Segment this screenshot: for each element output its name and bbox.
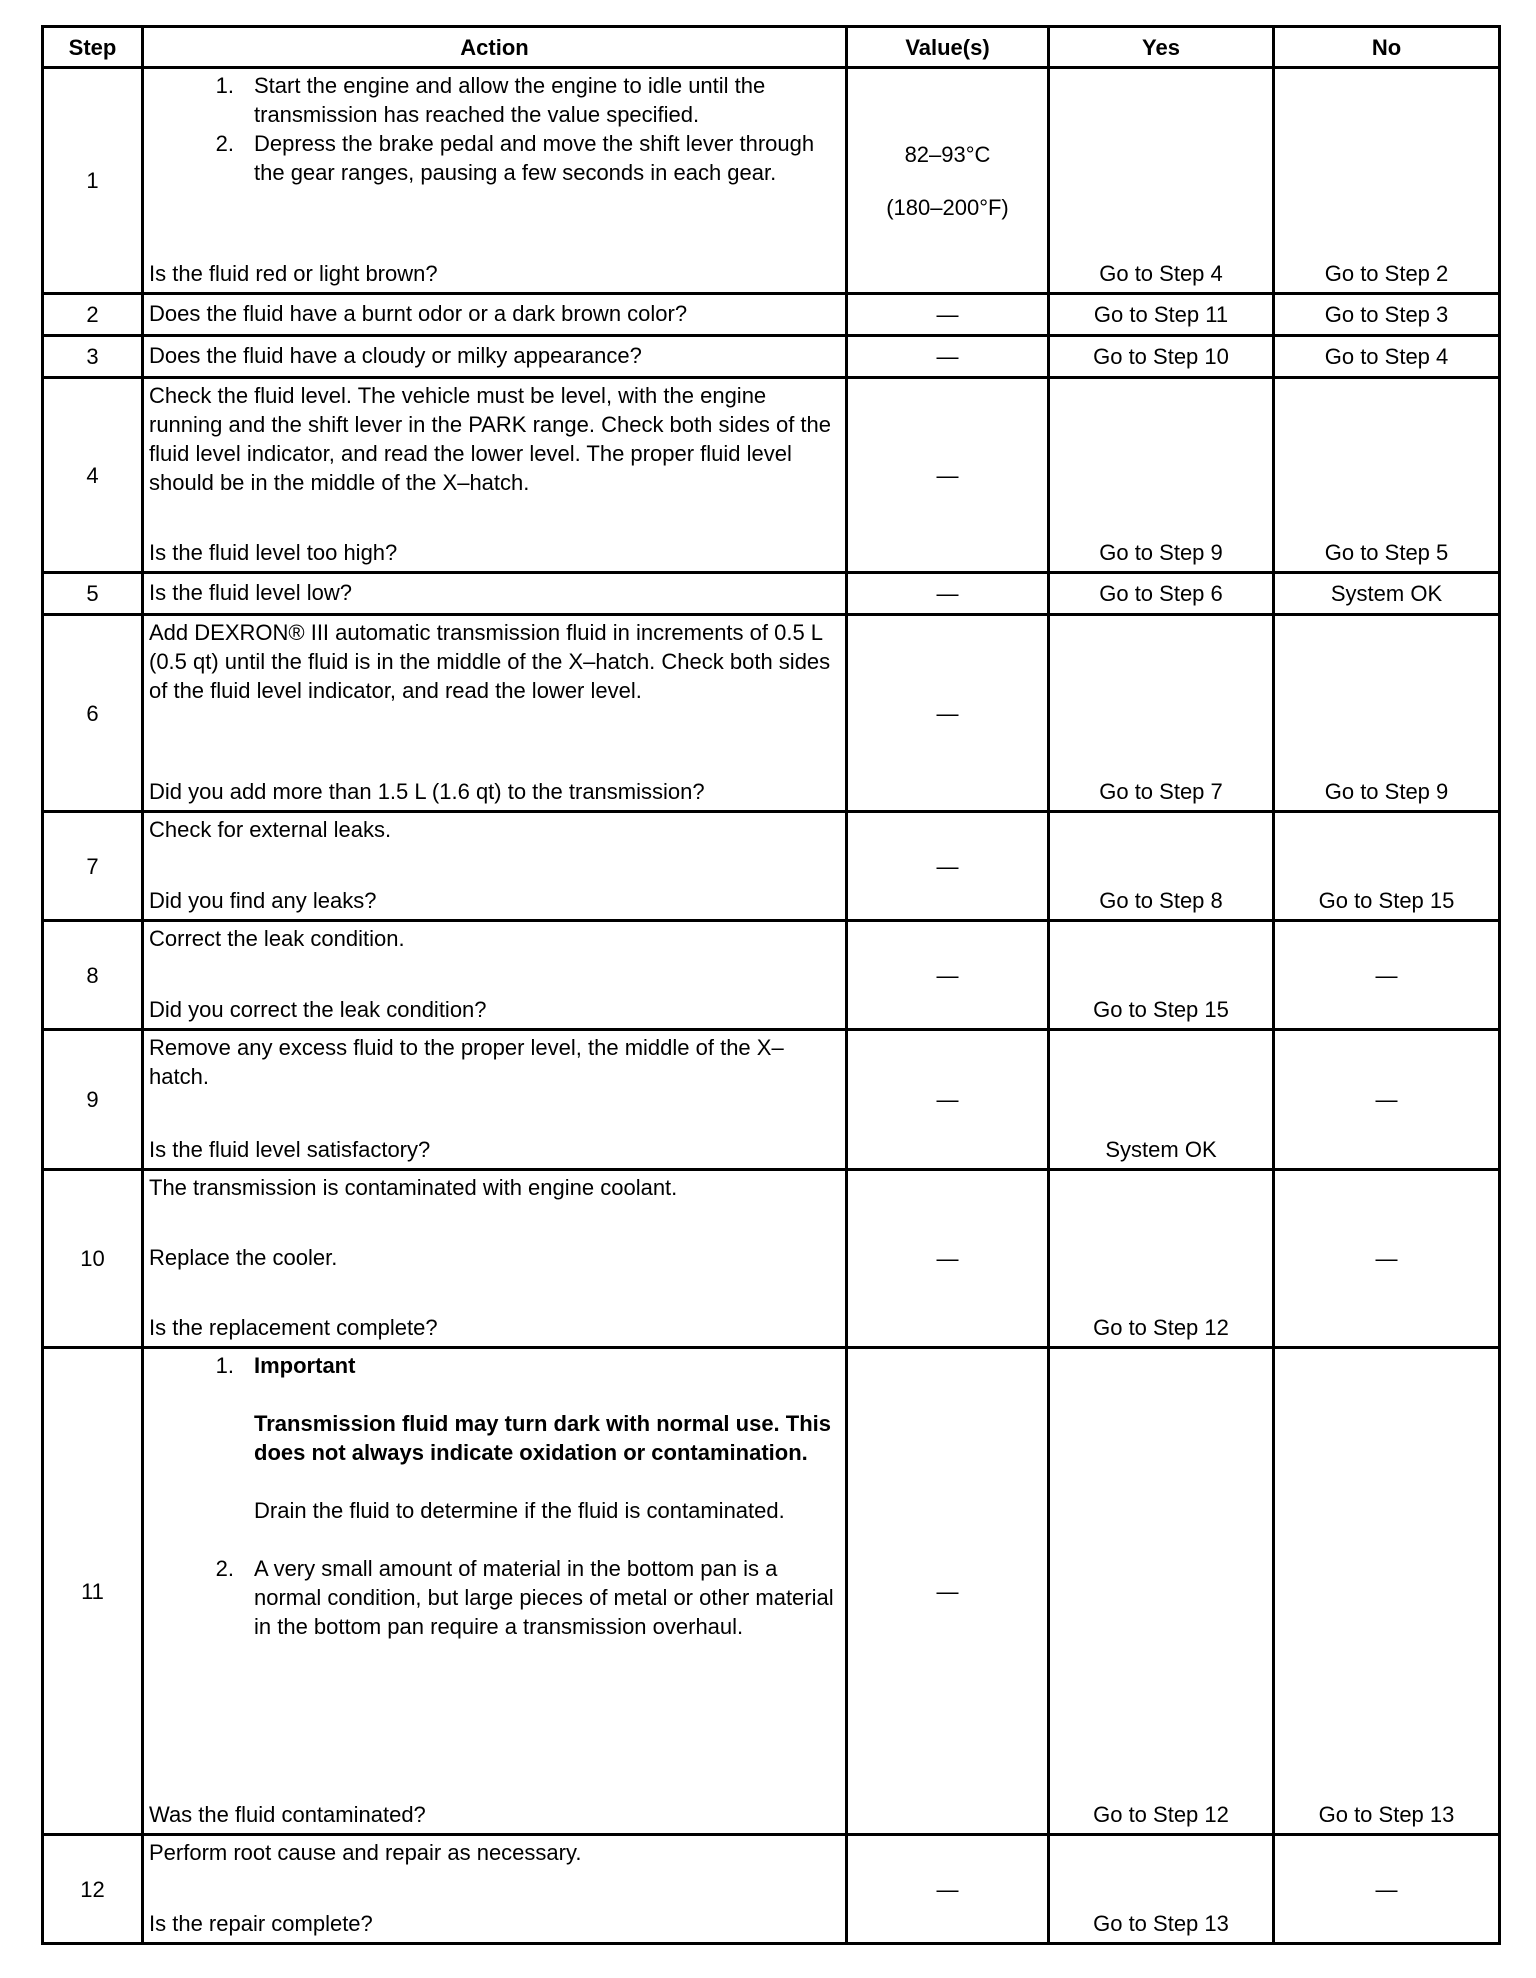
action-cell	[143, 812, 847, 921]
values-cell	[847, 378, 1049, 573]
action-cell	[143, 294, 847, 336]
action-text: Remove any excess fluid to the proper level, the middle of the X–hatch.	[149, 1035, 784, 1089]
action-question: Does the fluid have a burnt odor or a dark brown color?	[149, 301, 688, 326]
values-cell	[847, 1835, 1049, 1944]
values-cell	[847, 1030, 1049, 1170]
action-cell	[143, 1030, 847, 1170]
value-text: —	[936, 700, 959, 726]
value-text: —	[936, 462, 959, 488]
values-cell	[847, 921, 1049, 1030]
step-number: 4	[43, 378, 143, 573]
values-content	[848, 300, 1047, 329]
value-text: —	[936, 962, 959, 988]
values-content	[848, 140, 1047, 222]
value-text: —	[936, 1578, 959, 1604]
header-no: No	[1274, 27, 1500, 68]
step-number: 2	[43, 294, 143, 336]
no-cell: —	[1274, 1835, 1500, 1944]
no-cell: System OK	[1274, 573, 1500, 615]
values-content	[848, 579, 1047, 608]
action-content	[144, 1171, 845, 1346]
action-content	[144, 69, 845, 292]
value-text: (180–200°F)	[886, 194, 1009, 220]
diagnostic-table	[41, 25, 1501, 1945]
action-cell	[143, 1170, 847, 1348]
step-number: 11	[43, 1348, 143, 1835]
values-cell	[847, 812, 1049, 921]
yes-cell: Go to Step 6	[1049, 573, 1274, 615]
table-row	[43, 921, 1500, 1030]
step-number: 12	[43, 1835, 143, 1944]
step-number: 6	[43, 615, 143, 812]
action-step	[149, 71, 841, 129]
no-cell: Go to Step 13	[1274, 1348, 1500, 1835]
action-question: Is the fluid level low?	[149, 580, 352, 605]
action-content	[144, 337, 845, 376]
yes-cell: Go to Step 9	[1049, 378, 1274, 573]
action-content	[144, 616, 845, 810]
yes-cell: Go to Step 12	[1049, 1170, 1274, 1348]
action-content	[144, 379, 845, 571]
no-cell: Go to Step 5	[1274, 378, 1500, 573]
step-number: 1	[43, 68, 143, 294]
action-cell	[143, 573, 847, 615]
action-cell	[143, 378, 847, 573]
yes-cell: Go to Step 10	[1049, 336, 1274, 378]
yes-cell: Go to Step 7	[1049, 615, 1274, 812]
value-text: —	[936, 344, 959, 369]
step-item-body	[254, 1351, 841, 1525]
values-content	[848, 961, 1047, 990]
action-question: Is the replacement complete?	[149, 1315, 438, 1340]
action-question: Is the fluid level satisfactory?	[149, 1137, 431, 1162]
values-cell	[847, 1348, 1049, 1835]
values-content	[848, 342, 1047, 371]
important-note: Transmission fluid may turn dark with normal use. This does not always indicate oxidation or contamination.	[254, 1411, 832, 1465]
table-row	[43, 1030, 1500, 1170]
action-cell	[143, 1348, 847, 1835]
values-content	[848, 852, 1047, 881]
values-content	[848, 699, 1047, 728]
action-content	[144, 574, 845, 613]
step-item-number: 2.	[215, 1556, 234, 1581]
no-cell: Go to Step 15	[1274, 812, 1500, 921]
no-cell: —	[1274, 1030, 1500, 1170]
no-cell: Go to Step 4	[1274, 336, 1500, 378]
value-text: —	[936, 302, 959, 327]
step-item-text: Start the engine and allow the engine to idle until the transmission has reached the value specified.	[254, 73, 766, 127]
action-question: Did you correct the leak condition?	[149, 997, 487, 1022]
values-cell	[847, 1170, 1049, 1348]
action-question: Did you find any leaks?	[149, 888, 377, 913]
no-cell: Go to Step 2	[1274, 68, 1500, 294]
no-cell: Go to Step 3	[1274, 294, 1500, 336]
yes-cell: Go to Step 15	[1049, 921, 1274, 1030]
header-yes: Yes	[1049, 27, 1274, 68]
step-number: 10	[43, 1170, 143, 1348]
step-item-number: 1.	[215, 73, 234, 98]
yes-cell: Go to Step 12	[1049, 1348, 1274, 1835]
action-question: Is the fluid red or light brown?	[149, 261, 438, 286]
yes-cell: System OK	[1049, 1030, 1274, 1170]
yes-cell: Go to Step 8	[1049, 812, 1274, 921]
action-content	[144, 813, 845, 919]
table-row	[43, 812, 1500, 921]
table-row	[43, 1835, 1500, 1944]
value-text: —	[936, 1876, 959, 1902]
value-text: —	[936, 853, 959, 879]
step-number: 8	[43, 921, 143, 1030]
table-row	[43, 1170, 1500, 1348]
action-text: Add DEXRON® III automatic transmission fluid in increments of 0.5 L (0.5 qt) until the fluid is in the middle of the X–hatch. Check both sides of the fluid level indicator, and read the lower level.	[149, 620, 831, 703]
action-cell	[143, 615, 847, 812]
step-item-number: 2.	[215, 131, 234, 156]
step-number: 9	[43, 1030, 143, 1170]
action-cell	[143, 68, 847, 294]
action-cell	[143, 336, 847, 378]
header-action: Action	[143, 27, 847, 68]
table-row	[43, 294, 1500, 336]
table-row	[43, 573, 1500, 615]
table-row	[43, 378, 1500, 573]
values-cell	[847, 68, 1049, 294]
value-text: —	[936, 1246, 959, 1271]
header-step: Step	[43, 27, 143, 68]
action-text: Perform root cause and repair as necessary.	[149, 1840, 582, 1865]
action-cell	[143, 921, 847, 1030]
action-text: The transmission is contaminated with engine coolant.	[149, 1175, 678, 1200]
no-cell: —	[1274, 921, 1500, 1030]
action-content	[144, 922, 845, 1028]
values-content	[848, 461, 1047, 490]
table-row	[43, 336, 1500, 378]
step-item-text: Drain the fluid to determine if the fluid is contaminated.	[254, 1498, 785, 1523]
action-content	[144, 295, 845, 334]
step-number: 3	[43, 336, 143, 378]
action-steps-list	[149, 71, 841, 187]
yes-cell: Go to Step 11	[1049, 294, 1274, 336]
value-text: —	[936, 581, 959, 606]
action-question: Was the fluid contaminated?	[149, 1802, 426, 1827]
action-step	[149, 1351, 841, 1525]
value-text: —	[936, 1087, 959, 1112]
action-content	[144, 1031, 845, 1168]
table-row	[43, 615, 1500, 812]
action-step	[149, 129, 841, 187]
step-item-number: 1.	[215, 1353, 234, 1378]
action-question: Does the fluid have a cloudy or milky appearance?	[149, 343, 642, 368]
step-item-text: A very small amount of material in the bottom pan is a normal condition, but large pieces of metal or other material in the bottom pan require a transmission overhaul.	[254, 1556, 834, 1639]
no-cell: —	[1274, 1170, 1500, 1348]
table-row	[43, 1348, 1500, 1835]
action-cell	[143, 1835, 847, 1944]
action-question: Is the repair complete?	[149, 1911, 373, 1936]
value-text: 82–93°C	[904, 141, 991, 167]
values-cell	[847, 294, 1049, 336]
action-question: Did you add more than 1.5 L (1.6 qt) to the transmission?	[149, 779, 705, 804]
action-content	[144, 1836, 845, 1942]
step-number: 5	[43, 573, 143, 615]
values-content	[848, 1244, 1047, 1273]
header-row	[43, 27, 1500, 68]
step-item-body	[254, 129, 841, 187]
step-item-body	[254, 71, 841, 129]
values-cell	[847, 615, 1049, 812]
table-row	[43, 68, 1500, 294]
action-text: Check for external leaks.	[149, 817, 392, 842]
action-step	[149, 1554, 841, 1641]
no-cell: Go to Step 9	[1274, 615, 1500, 812]
yes-cell: Go to Step 4	[1049, 68, 1274, 294]
step-item-body	[254, 1554, 841, 1641]
action-text: Check the fluid level. The vehicle must be level, with the engine running and the shift lever in the PARK range. Check both sides of the fluid level indicator, and read the lower level. The proper fluid level should be in the middle of the X–hatch.	[149, 383, 831, 495]
values-cell	[847, 336, 1049, 378]
action-steps-list	[149, 1351, 841, 1641]
step-item-text: Depress the brake pedal and move the shift lever through the gear ranges, pausing a few seconds in each gear.	[254, 131, 815, 185]
values-content	[848, 1875, 1047, 1904]
action-content	[144, 1349, 845, 1833]
action-question: Is the fluid level too high?	[149, 540, 398, 565]
important-label: Important	[254, 1353, 356, 1378]
values-content	[848, 1577, 1047, 1606]
step-number: 7	[43, 812, 143, 921]
values-cell	[847, 573, 1049, 615]
action-text: Replace the cooler.	[149, 1245, 338, 1270]
header-values: Value(s)	[847, 27, 1049, 68]
yes-cell: Go to Step 13	[1049, 1835, 1274, 1944]
action-text: Correct the leak condition.	[149, 926, 405, 951]
values-content	[848, 1085, 1047, 1114]
